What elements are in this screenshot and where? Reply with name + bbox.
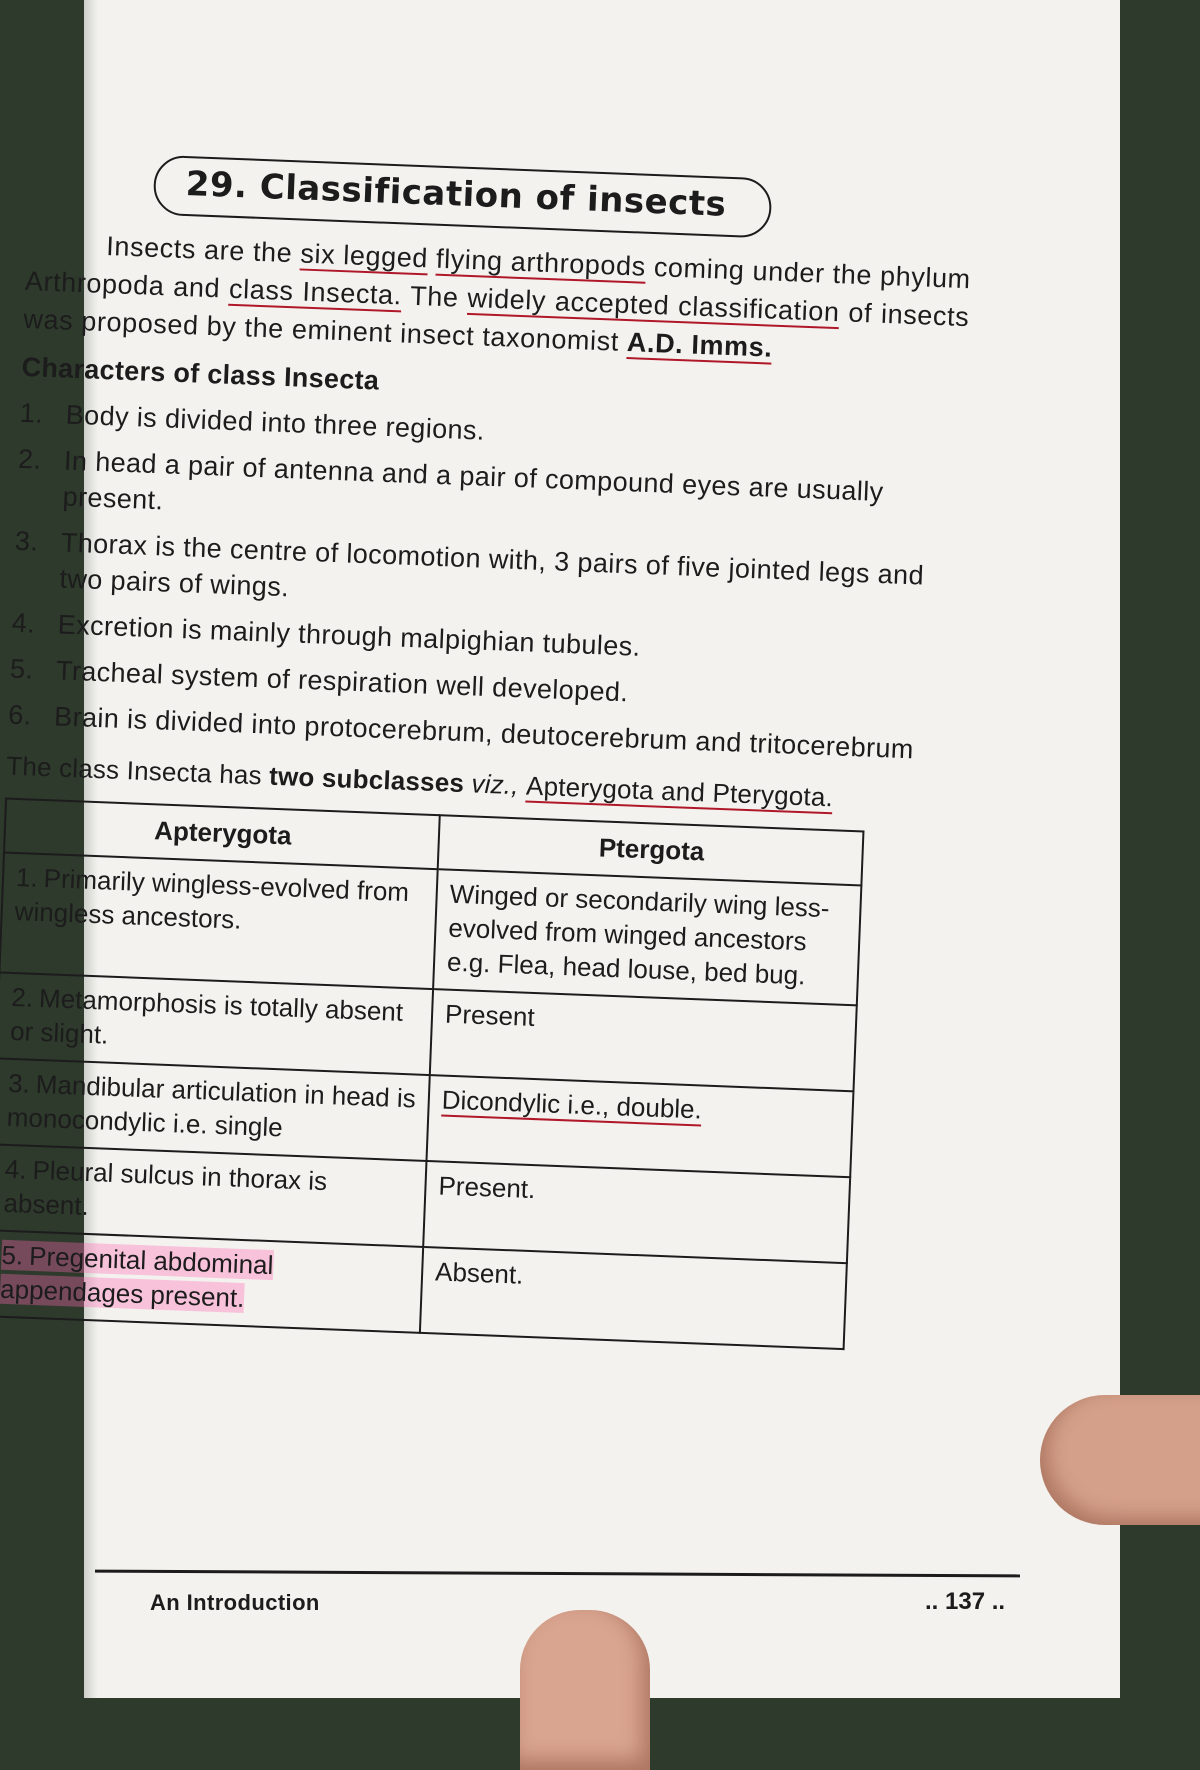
- list-item: 5. Tracheal system of respiration well developed.: [9, 653, 629, 708]
- intro-text: coming under the phylum Arthropoda and: [24, 251, 972, 304]
- list-item: 3. Thorax is the centre of locomotion with, 3 pairs of five jointed legs and two pairs of wings.: [14, 525, 925, 603]
- underlined-text: widely accepted classification: [466, 282, 841, 328]
- table-cell: [0, 1230, 423, 1333]
- underlined-text: six legged: [299, 238, 429, 274]
- underlined-text: class Insecta.: [228, 273, 403, 311]
- highlighted-text: 5. Pregenital abdominal appendages present.: [0, 1239, 274, 1314]
- footer-book-title: An Introduction: [150, 1590, 320, 1615]
- table-cell: 4. Pleural sulcus in thorax is absent.: [0, 1144, 426, 1247]
- subclass-comparison-table: [0, 798, 864, 1351]
- intro-text: of insects was proposed by the eminent insect taxonomist: [22, 297, 970, 358]
- intro-text: Insects are the: [105, 231, 302, 269]
- page-content: [0, 150, 974, 1353]
- table-cell: 2. Metamorphosis is totally absent or slight.: [0, 972, 433, 1075]
- underlined-text: flying arthropods: [435, 243, 647, 282]
- list-item: 2. In head a pair of antenna and a pair of compound eyes are usually present.: [17, 443, 885, 516]
- characters-heading: Characters of class Insecta: [21, 351, 380, 396]
- subclass-sentence: The class Insecta has two subclasses viz., Apterygota and Pterygota.: [5, 750, 834, 813]
- table-cell: 1. Primarily wingless-evolved from wingless ancestors.: [0, 853, 438, 990]
- table-cell: 3. Mandibular articulation in head is monocondylic i.e. single: [0, 1058, 430, 1161]
- page-number: .. 137 ..: [925, 1588, 1006, 1615]
- table-cell: Winged or secondarily wing less-evolved from winged ancestors e.g. Flea, head louse, bed bug.: [433, 869, 861, 1005]
- thumb-photo-element: [520, 1610, 650, 1770]
- thumb-photo-element: [1040, 1395, 1200, 1525]
- intro-paragraph: [23, 224, 972, 374]
- characters-list: [8, 395, 965, 769]
- table-cell: Present: [430, 989, 857, 1091]
- table-cell: Present.: [423, 1161, 850, 1263]
- table-cell: Absent.: [420, 1247, 847, 1349]
- list-item: 6. Brain is divided into protocerebrum, deutocerebrum and tritocerebrum: [7, 699, 915, 765]
- column-header-apterygota: Apterygota: [4, 799, 440, 870]
- table-cell: Dicondylic i.e., double.: [426, 1075, 853, 1177]
- list-item: 4. Excretion is mainly through malpighian tubules.: [11, 607, 642, 662]
- taxonomist-name: A.D. Imms.: [626, 327, 774, 363]
- column-header-ptergota: Ptergota: [438, 815, 864, 885]
- chapter-heading: 29. Classification of insects: [153, 155, 773, 239]
- intro-text: The: [401, 280, 469, 313]
- list-item: 1. Body is divided into three regions.: [19, 397, 486, 446]
